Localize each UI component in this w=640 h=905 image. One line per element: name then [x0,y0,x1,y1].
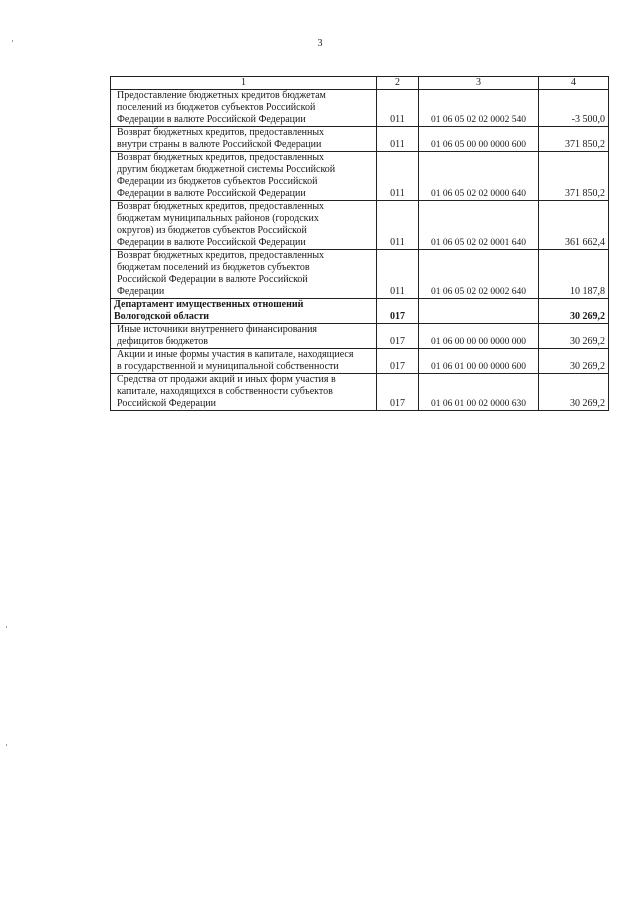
description-line: Иные источники внутреннего финансирования [117,324,318,335]
row-description [111,90,377,127]
description-line: Российской Федерации в валюте Российской [117,274,308,285]
admin-code: 017 [377,324,419,349]
description-line: Федерации в валюте Российской Федерации [117,114,306,125]
table-row [111,152,609,201]
admin-code: 011 [377,127,419,152]
amount: 30 269,2 [539,299,609,324]
description-line: Федерации из бюджетов субъектов Российской [117,176,318,187]
classification-code: 01 06 05 00 00 0000 600 [419,127,539,152]
table-row [111,127,609,152]
table-row [111,324,609,349]
description-line: бюджетам муниципальных районов (городских [117,213,319,224]
budget-sources-table [110,76,609,411]
description-line: Федерации [117,286,165,297]
amount: 30 269,2 [539,374,609,411]
row-description [111,152,377,201]
table-header-row [111,77,609,90]
classification-code: 01 06 05 02 02 0002 540 [419,90,539,127]
column-header-4: 4 [539,77,609,90]
row-description [111,374,377,411]
admin-code: 017 [377,374,419,411]
row-description [111,324,377,349]
amount: 371 850,2 [539,152,609,201]
admin-code: 011 [377,152,419,201]
classification-code: 01 06 00 00 00 0000 000 [419,324,539,349]
amount: 30 269,2 [539,324,609,349]
description-line: Российской Федерации [117,398,217,409]
amount: 361 662,4 [539,201,609,250]
description-line: дефицитов бюджетов [117,336,208,347]
classification-code: 01 06 05 02 02 0002 640 [419,250,539,299]
scan-mark [6,626,7,628]
description-line: капитале, находящихся в собственности субъектов [117,386,333,397]
row-description [111,250,377,299]
description-line: Департамент имущественных отношений [114,299,304,310]
description-line: Возврат бюджетных кредитов, предоставленных [117,127,325,138]
table-row [111,201,609,250]
row-description [111,201,377,250]
page-number: 3 [317,38,323,49]
description-line: Федерации в валюте Российской Федерации [117,188,306,199]
table-row [111,250,609,299]
classification-code: 01 06 05 02 02 0000 640 [419,152,539,201]
description-line: поселений из бюджетов субъектов Российской [117,102,316,113]
description-line: Возврат бюджетных кредитов, предоставленных [117,152,325,163]
admin-code: 011 [377,201,419,250]
row-description [111,299,377,324]
admin-code: 011 [377,250,419,299]
admin-code: 011 [377,90,419,127]
description-line: Федерации в валюте Российской Федерации [117,237,306,248]
table-row [111,90,609,127]
table-row [111,349,609,374]
classification-code: 01 06 05 02 02 0001 640 [419,201,539,250]
column-header-2: 2 [377,77,419,90]
classification-code: 01 06 01 00 02 0000 630 [419,374,539,411]
amount: -3 500,0 [539,90,609,127]
admin-code: 017 [377,349,419,374]
description-line: другим бюджетам бюджетной системы Российской [117,164,336,175]
description-line: бюджетам поселений из бюджетов субъектов [117,262,310,273]
description-line: внутри страны в валюте Российской Федерации [117,139,322,150]
description-line: Предоставление бюджетных кредитов бюджетам [117,90,326,101]
row-description [111,349,377,374]
table-row [111,374,609,411]
scan-mark [6,744,7,746]
classification-code: 01 06 01 00 00 0000 600 [419,349,539,374]
description-line: Вологодской области [114,311,210,322]
classification-code [419,299,539,324]
description-line: округов) из бюджетов субъектов Российской [117,225,307,236]
amount: 371 850,2 [539,127,609,152]
admin-code: 017 [377,299,419,324]
table-row [111,299,609,324]
column-header-3: 3 [419,77,539,90]
column-header-1: 1 [111,77,377,90]
amount: 10 187,8 [539,250,609,299]
row-description [111,127,377,152]
description-line: Акции и иные формы участия в капитале, находящиеся [117,349,354,360]
scan-mark [12,40,13,42]
description-line: Средства от продажи акций и иных форм участия в [117,374,336,385]
amount: 30 269,2 [539,349,609,374]
description-line: Возврат бюджетных кредитов, предоставленных [117,250,325,261]
description-line: в государственной и муниципальной собственности [117,361,339,372]
description-line: Возврат бюджетных кредитов, предоставленных [117,201,325,212]
table-body [111,77,609,411]
